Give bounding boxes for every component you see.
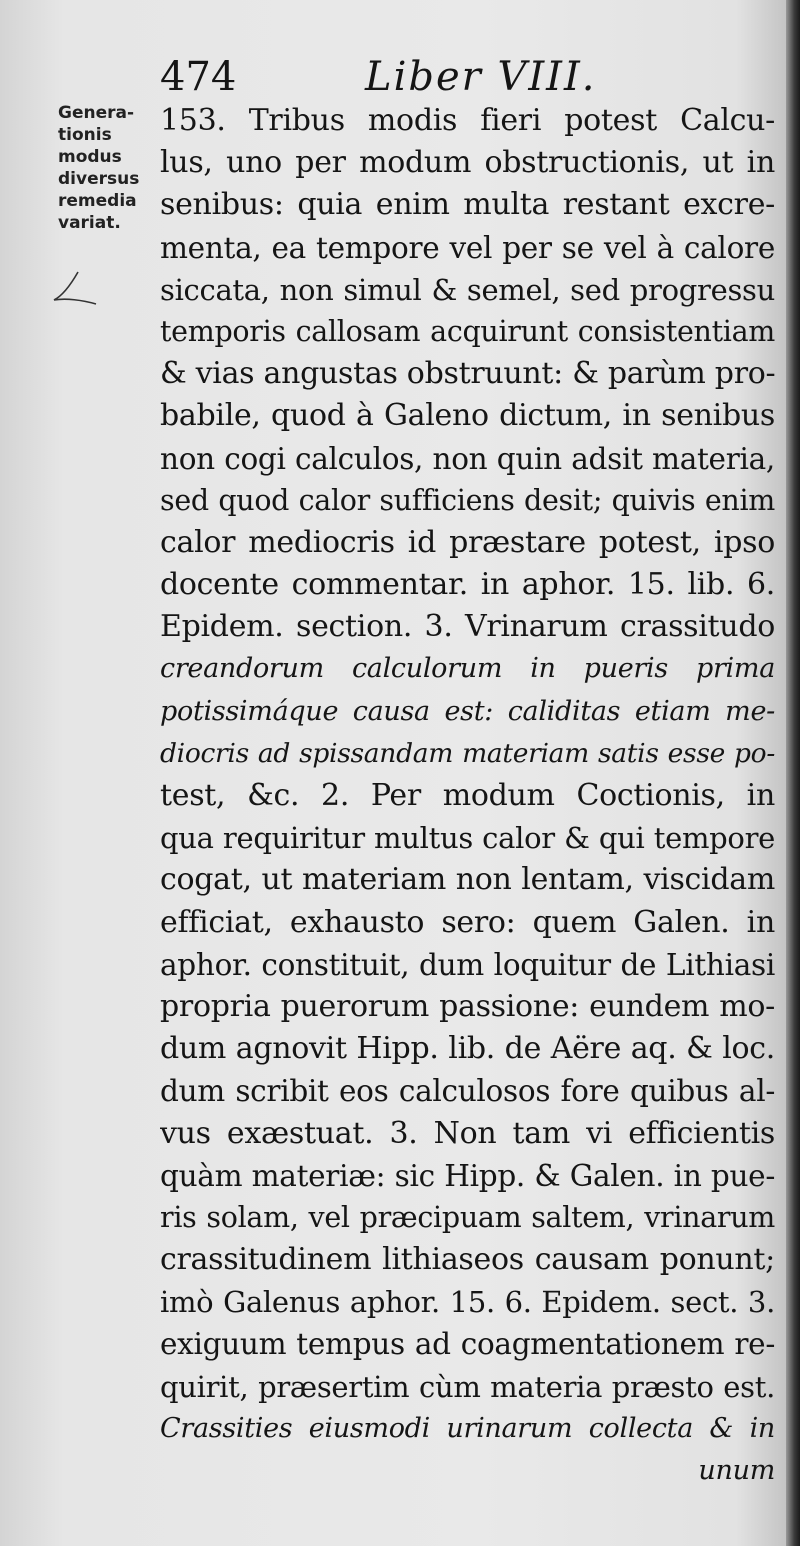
text-line: menta, ea tempore vel per se vel à calore bbox=[160, 230, 775, 265]
margin-note-line: variat. bbox=[58, 213, 121, 233]
text-line: vus exæstuat. 3. Non tam vi efficientis bbox=[160, 1115, 775, 1151]
catchword: unum bbox=[698, 1455, 775, 1486]
text-line: potissimáque causa est: caliditas etiam me- bbox=[160, 695, 775, 727]
text-line: quirit, præsertim cùm materia præsto est. bbox=[160, 1369, 775, 1404]
text-line: sed quod calor sufficiens desit; quivis enim bbox=[160, 483, 775, 517]
page-edge-shadow bbox=[786, 0, 800, 1546]
text-line: test, &c. 2. Per modum Coctionis, in bbox=[160, 778, 775, 813]
text-line: imò Galenus aphor. 15. 6. Epidem. sect. 3. bbox=[160, 1285, 775, 1320]
text-line: propria puerorum passione: eundem mo- bbox=[160, 988, 775, 1024]
text-line: cogat, ut materiam non lentam, viscidam bbox=[160, 862, 775, 898]
running-head: Liber VIII. bbox=[365, 54, 597, 100]
margin-note-line: Genera- bbox=[58, 103, 135, 123]
text-line: siccata, non simul & semel, sed progressu bbox=[160, 272, 775, 307]
handwritten-mark bbox=[40, 268, 100, 306]
text-line: calor mediocris id præstare potest, ipso bbox=[160, 524, 775, 560]
body-text bbox=[160, 100, 775, 1492]
text-line: non cogi calculos, non quin adsit materia, bbox=[160, 441, 775, 476]
text-line: diocris ad spissandam materiam satis esse po- bbox=[160, 737, 775, 769]
margin-note-line: diversus bbox=[58, 169, 140, 189]
text-line: 153. Tribus modis fieri potest Calcu- bbox=[160, 103, 775, 138]
text-line: lus, uno per modum obstructionis, ut in bbox=[160, 145, 775, 181]
text-line: Crassities eiusmodi urinarum collecta & in bbox=[160, 1412, 775, 1444]
text-line: exiguum tempus ad coagmentationem re- bbox=[160, 1327, 775, 1362]
text-line: qua requiritur multus calor & qui tempore bbox=[160, 821, 775, 856]
page-number: 474 bbox=[160, 54, 237, 100]
margin-note-line: remedia bbox=[58, 191, 137, 211]
text-line: quàm materiæ: sic Hipp. & Galen. in pue- bbox=[160, 1158, 775, 1193]
marginal-note bbox=[58, 102, 168, 234]
text-line: efficiat, exhausto sero: quem Galen. in bbox=[160, 904, 775, 940]
text-line: Epidem. section. 3. Vrinarum crassitudo bbox=[160, 609, 775, 645]
margin-note-line: tionis bbox=[58, 125, 112, 145]
text-line: creandorum calculorum in pueris prima bbox=[160, 653, 775, 685]
text-line: babile, quod à Galeno dictum, in senibus bbox=[160, 398, 775, 434]
text-line: crassitudinem lithiaseos causam ponunt; bbox=[160, 1242, 775, 1278]
page-header bbox=[160, 52, 620, 102]
text-line: temporis callosam acquirunt consistentiam bbox=[160, 314, 775, 348]
text-line: dum scribit eos calculosos fore quibus al- bbox=[160, 1074, 775, 1109]
text-line: dum agnovit Hipp. lib. de Aëre aq. & loc. bbox=[160, 1031, 775, 1067]
text-line: senibus: quia enim multa restant excre- bbox=[160, 187, 775, 223]
text-line: aphor. constituit, dum loquitur de Lithiasi bbox=[160, 947, 775, 982]
text-line: docente commentar. in aphor. 15. lib. 6. bbox=[160, 567, 775, 603]
text-line: ris solam, vel præcipuam saltem, vrinarum bbox=[160, 1200, 775, 1234]
margin-note-line: modus bbox=[58, 147, 122, 167]
text-line: & vias angustas obstruunt: & parùm pro- bbox=[160, 356, 775, 392]
